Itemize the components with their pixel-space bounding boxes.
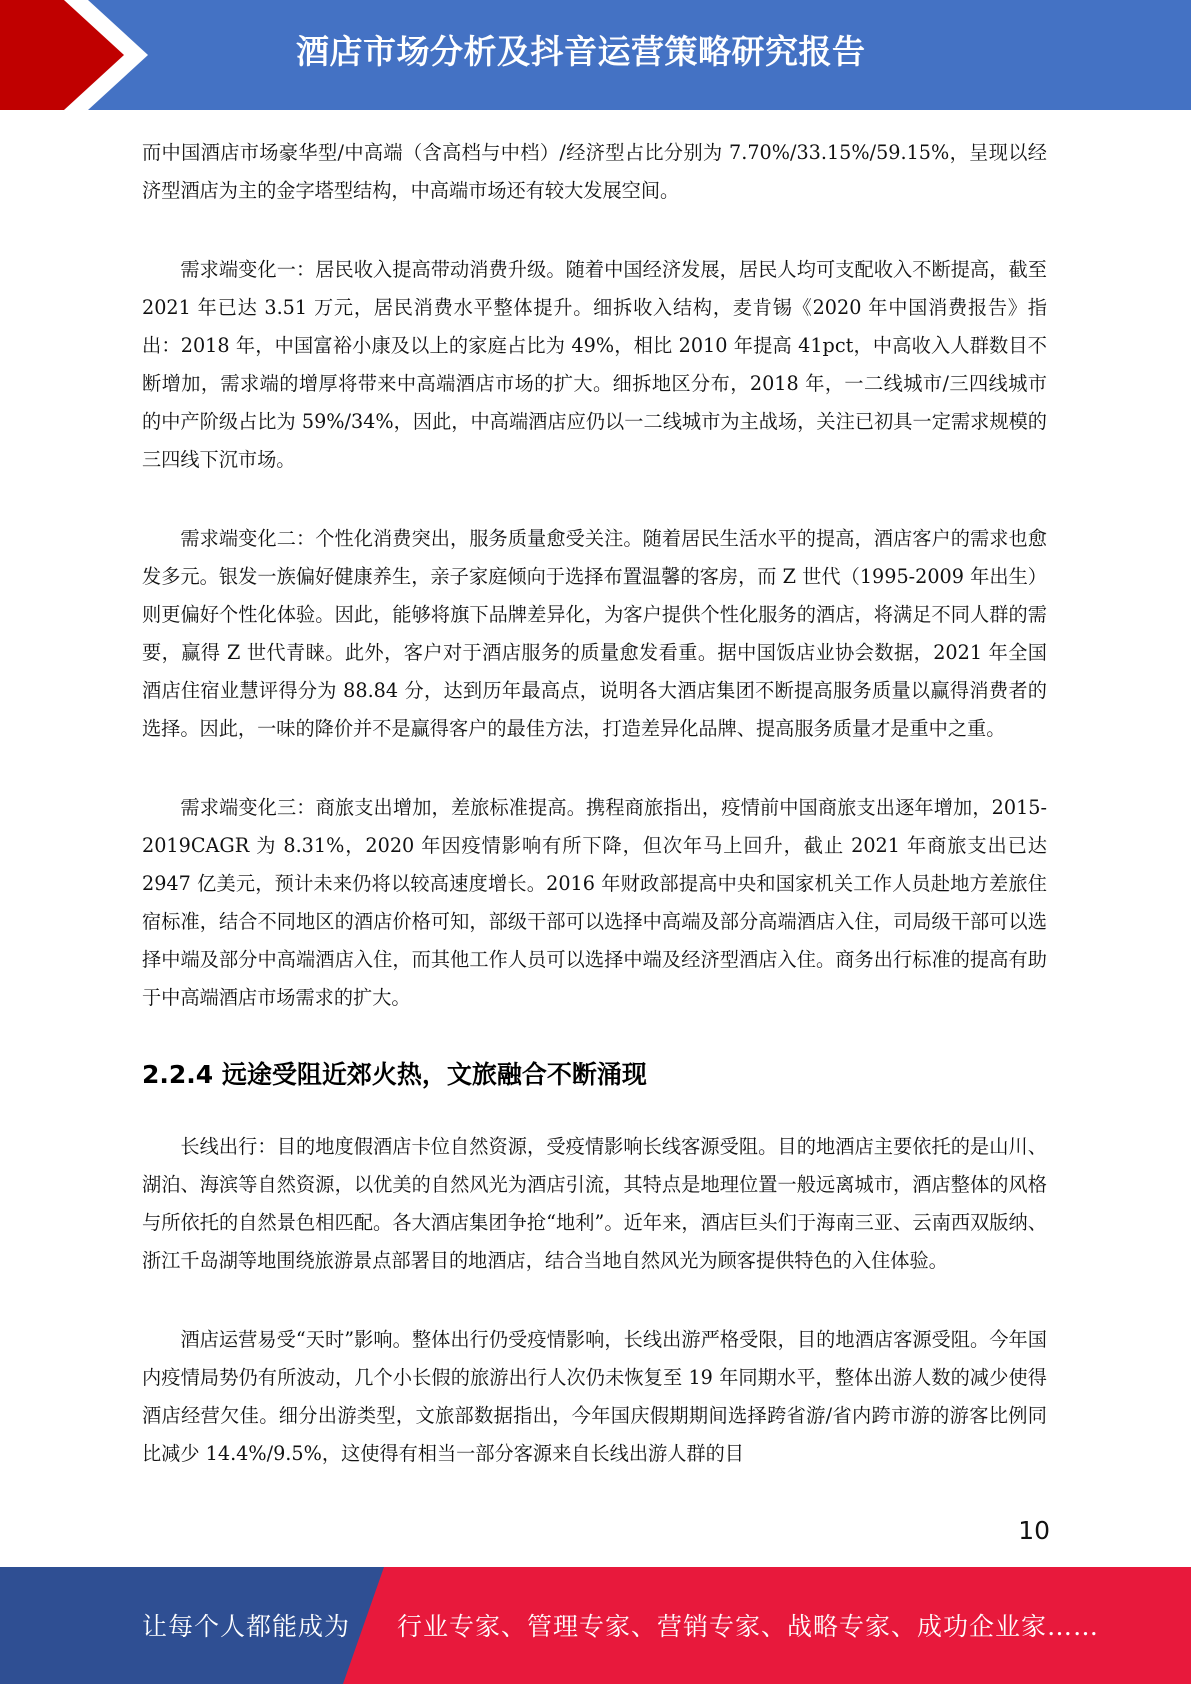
section-heading: 2.2.4 远途受阻近郊火热，文旅融合不断涌现 bbox=[142, 1060, 647, 1089]
report-title: 酒店市场分析及抖音运营策略研究报告 bbox=[296, 32, 866, 71]
paragraph-market-structure: 而中国酒店市场豪华型/中高端（含高档与中档）/经济型占比分别为 7.70%/33.15%/59.15%，呈现以经济型酒店为主的金字塔型结构，中高端市场还有较大发展空间。 bbox=[142, 141, 1047, 202]
paragraph-demand-change-3: 需求端变化三：商旅支出增加，差旅标准提高。携程商旅指出，疫情前中国商旅支出逐年增加，2015-2019CAGR 为 8.31%，2020 年因疫情影响有所下降，但次年马上回升，截止 2021 年商旅支出已达 2947 亿美元，预计未来仍将以较高速度增长。2016 年财政部提高中央和国家机关工作人员赴地方差旅住宿标准，结合不同地区的酒店价格可知，部级干部可以选择中高端及部分高端酒店入住，司局级干部可以选择中端及部分中高端酒店入住，而其他工作人员可以选择中端及经济型酒店入住。商务出行标准的提高有助于中高端酒店市场需求的扩大。 bbox=[142, 796, 1047, 1009]
page-footer bbox=[0, 1567, 1191, 1684]
footer-slogan-left: 让每个人都能成为 bbox=[142, 1612, 351, 1641]
page-content bbox=[142, 134, 1047, 1514]
paragraph-long-distance-travel: 长线出行：目的地度假酒店卡位自然资源，受疫情影响长线客源受阻。目的地酒店主要依托的是山川、湖泊、海滨等自然资源，以优美的自然风光为酒店引流，其特点是地理位置一般远离城市，酒店整体的风格与所依托的自然景色相匹配。各大酒店集团争抢“地利”。近年来，酒店巨头们于海南三亚、云南西双版纳、浙江千岛湖等地围绕旅游景点部署目的地酒店，结合当地自然风光为顾客提供特色的入住体验。 bbox=[142, 1135, 1047, 1272]
paragraph-demand-change-1: 需求端变化一：居民收入提高带动消费升级。随着中国经济发展，居民人均可支配收入不断提高，截至 2021 年已达 3.51 万元，居民消费水平整体提升。细拆收入结构，麦肯锡《2020 年中国消费报告》指出：2018 年，中国富裕小康及以上的家庭占比为 49%，相比 2010 年提高 41pct，中高收入人群数目不断增加，需求端的增厚将带来中高端酒店市场的扩大。细拆地区分布，2018 年，一二线城市/三四线城市的中产阶级占比为 59%/34%，因此，中高端酒店应仍以一二线城市为主战场，关注已初具一定需求规模的三四线下沉市场。 bbox=[142, 258, 1047, 471]
paragraph-hotel-operations: 酒店运营易受“天时”影响。整体出行仍受疫情影响，长线出游严格受限，目的地酒店客源受阻。今年国内疫情局势仍有所波动，几个小长假的旅游出行人次仍未恢复至 19 年同期水平，整体出游人数的减少使得酒店经营欠佳。细分出游类型，文旅部数据指出，今年国庆假期期间选择跨省游/省内跨市游的游客比例同比减少 14.4%/9.5%，这使得有相当一部分客源来自长线出游人群的目 bbox=[142, 1328, 1047, 1465]
paragraph-demand-change-2: 需求端变化二：个性化消费突出，服务质量愈受关注。随着居民生活水平的提高，酒店客户的需求也愈发多元。银发一族偏好健康养生，亲子家庭倾向于选择布置温馨的客房，而 Z 世代（1995-2009 年出生）则更偏好个性化体验。因此，能够将旗下品牌差异化，为客户提供个性化服务的酒店，将满足不同人群的需要，赢得 Z 世代青睐。此外，客户对于酒店服务的质量愈发看重。据中国饭店业协会数据，2021 年全国酒店住宿业慧评得分为 88.84 分，达到历年最高点，说明各大酒店集团不断提高服务质量以赢得消费者的选择。因此，一味的降价并不是赢得客户的最佳方法，打造差异化品牌、提高服务质量才是重中之重。 bbox=[142, 527, 1047, 740]
page-header bbox=[0, 0, 1191, 110]
footer-slogan-right: 行业专家、管理专家、营销专家、战略专家、成功企业家…… bbox=[397, 1612, 1100, 1641]
page-number: 10 bbox=[1018, 1516, 1050, 1545]
